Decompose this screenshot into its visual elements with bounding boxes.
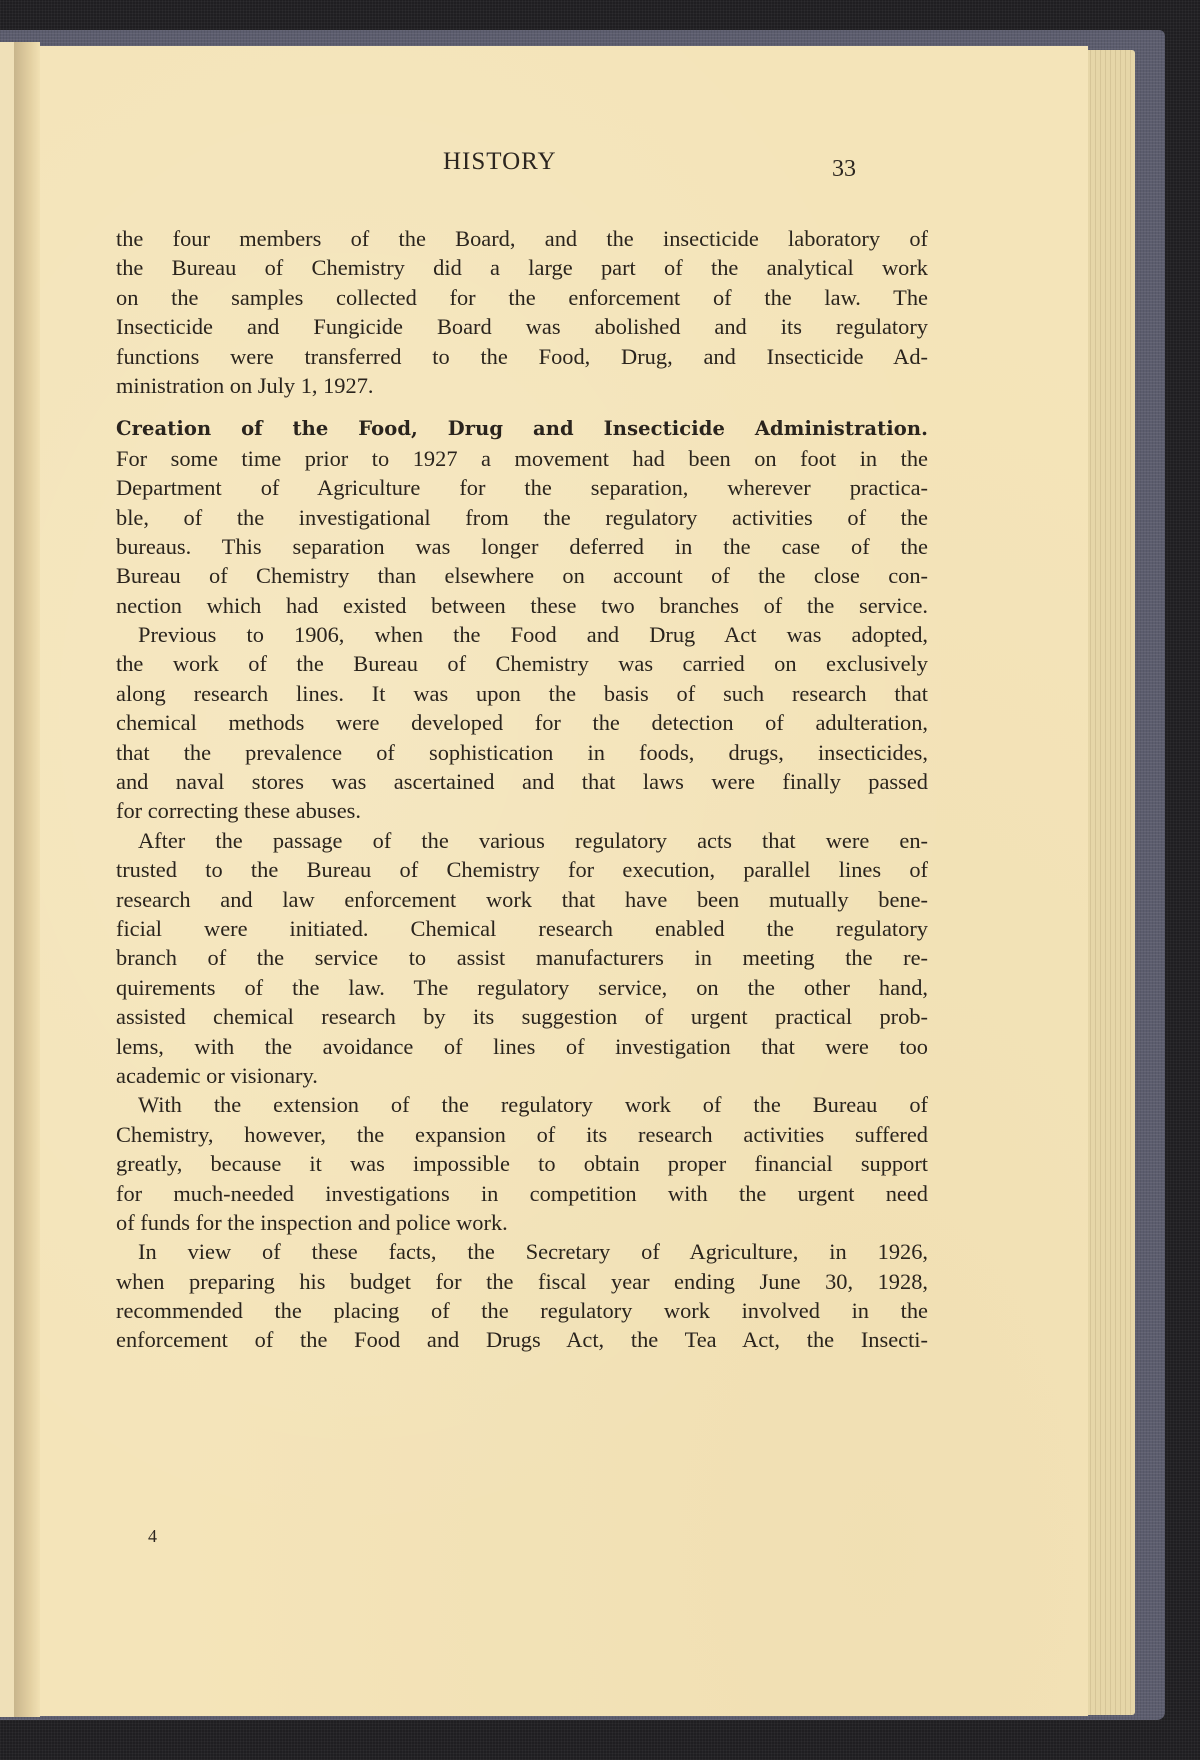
text-line: bureaus. This separation was longer deferred in the case of the xyxy=(116,533,928,559)
text-line: recommended the placing of the regulatory work involved in the xyxy=(116,1298,928,1324)
text-line: ficial were initiated. Chemical research enabled the regulatory xyxy=(116,915,928,941)
text-line: In view of these facts, the Secretary of Agriculture, in 1926, xyxy=(138,1239,928,1265)
text-line: functions were transferred to the Food, Drug, and Insecticide Ad- xyxy=(116,343,928,369)
paragraph-in-view xyxy=(116,1237,928,1355)
text-line: nection which had existed between these two branches of the service. xyxy=(116,592,928,618)
text-line: lems, with the avoidance of lines of investigation that were too xyxy=(116,1033,928,1059)
text-line: ble, of the investigational from the regulatory activities of the xyxy=(116,504,928,530)
text-line: Insecticide and Fungicide Board was abolished and its regulatory xyxy=(116,314,928,340)
text-line: With the extension of the regulatory work of the Bureau of xyxy=(138,1092,928,1118)
text-line: for much-needed investigations in competition with the urgent need xyxy=(116,1180,928,1206)
text-line: of funds for the inspection and police work. xyxy=(116,1209,508,1235)
running-title: HISTORY xyxy=(443,148,557,175)
text-line: branch of the service to assist manufacturers in meeting the re- xyxy=(116,945,928,971)
paragraph-creation xyxy=(116,414,928,620)
text-line: the work of the Bureau of Chemistry was carried on exclusively xyxy=(116,651,928,677)
text-line: and naval stores was ascertained and that laws were finally passed xyxy=(116,769,928,795)
page-number: 33 xyxy=(832,156,856,182)
paragraph-previous-1906 xyxy=(116,620,928,826)
text-line: chemical methods were developed for the detection of adulteration, xyxy=(116,710,928,736)
text-line: ministration on July 1, 1927. xyxy=(116,372,374,398)
text-line: enforcement of the Food and Drugs Act, the Tea Act, the Insecti- xyxy=(116,1327,928,1353)
body-text xyxy=(116,224,928,1355)
text-line: assisted chemical research by its suggestion of urgent practical prob- xyxy=(116,1004,928,1030)
text-line: the Bureau of Chemistry did a large part of the analytical work xyxy=(116,255,928,281)
text-line: After the passage of the various regulatory acts that were en- xyxy=(138,827,928,853)
paragraph-extension xyxy=(116,1090,928,1237)
text-line: that the prevalence of sophistication in foods, drugs, insecticides, xyxy=(116,739,928,765)
text-line: For some time prior to 1927 a movement had been on foot in the xyxy=(116,445,928,471)
signature-mark: 4 xyxy=(148,1526,157,1546)
text-line: academic or visionary. xyxy=(116,1062,318,1088)
page-gutter xyxy=(14,42,40,1717)
text-line: trusted to the Bureau of Chemistry for execution, parallel lines of xyxy=(116,857,928,883)
running-head xyxy=(38,148,1088,188)
text-line: along research lines. It was upon the basis of such research that xyxy=(116,680,928,706)
section-gap xyxy=(116,400,928,414)
paragraph-after-passage xyxy=(116,826,928,1091)
text-line: for correcting these abuses. xyxy=(116,798,361,824)
text-line: Bureau of Chemistry than elsewhere on account of the close con- xyxy=(116,563,928,589)
page-edges-stack xyxy=(1080,50,1135,1715)
text-line: research and law enforcement work that have been mutually bene- xyxy=(116,886,928,912)
paragraph-continuation xyxy=(116,224,928,400)
text-line: Chemistry, however, the expansion of its research activities suffered xyxy=(116,1121,928,1147)
facing-page-edge xyxy=(0,42,14,1717)
text-line: the four members of the Board, and the insecticide laboratory of xyxy=(116,226,928,251)
text-line: when preparing his budget for the fiscal year ending June 30, 1928, xyxy=(116,1268,928,1294)
text-line: greatly, because it was impossible to obtain proper financial support xyxy=(116,1151,928,1177)
text-line: quirements of the law. The regulatory service, on the other hand, xyxy=(116,974,928,1000)
text-line: Department of Agriculture for the separation, wherever practica- xyxy=(116,475,928,501)
text-line: Previous to 1906, when the Food and Drug Act was adopted, xyxy=(138,622,928,648)
text-line: on the samples collected for the enforcement of the law. The xyxy=(116,284,928,310)
section-heading: Creation of the Food, Drug and Insecticide Administration. xyxy=(116,417,928,441)
book-page xyxy=(38,46,1088,1716)
